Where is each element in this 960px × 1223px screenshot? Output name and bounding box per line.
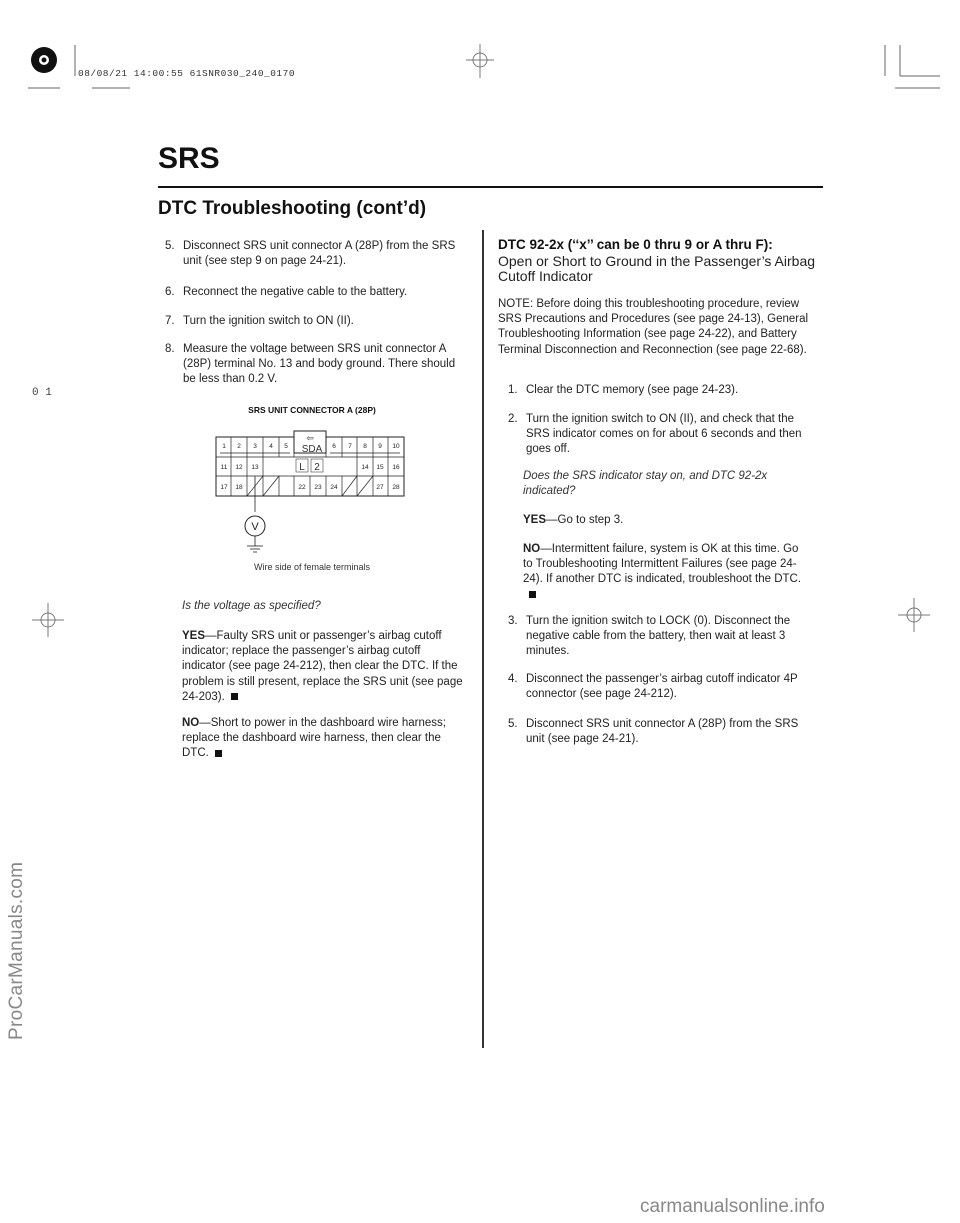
left-no-block: NO—Short to power in the dashboard wire harness; replace the dashboard wire harness, then clear the DTC.: [182, 717, 446, 760]
left-step-5: [165, 239, 465, 269]
step-text: Disconnect SRS unit connector A (28P) from the SRS unit (see step 9 on page 24-21).: [183, 240, 456, 268]
yes-label: YES: [523, 514, 547, 526]
step-text: Measure the voltage between SRS unit connector A (28P) terminal No. 13 and body ground. There should be less than 0.2 V.: [183, 343, 456, 386]
header-rule: [158, 186, 823, 188]
bottom-watermark: carmanualsonline.info: [640, 1196, 825, 1217]
step-number: 4.: [508, 673, 518, 685]
page-tag: 0 1: [32, 387, 52, 399]
right-step-3: [508, 614, 808, 660]
left-yes-block: YES—Faulty SRS unit or passenger’s airbag cutoff indicator; replace the passenger’s airbag cutoff indicator (see page 24-212), then clear the DTC. If the problem is still present, replace the SRS unit (see page 24-203).: [182, 630, 463, 703]
end-mark-icon: [231, 693, 238, 700]
right-step-2: [508, 412, 808, 458]
terminal-number: 6: [332, 443, 336, 450]
terminal-number: 24: [330, 484, 338, 491]
step-text: Turn the ignition switch to ON (II), and check that the SRS indicator comes on for about 6 seconds and then goes off.: [526, 413, 802, 456]
right-question: Does the SRS indicator stay on, and DTC 92-2x indicated?: [523, 470, 768, 497]
terminal-number: 14: [361, 464, 369, 471]
step-number: 3.: [508, 615, 518, 627]
terminal-number: 11: [220, 464, 228, 471]
page-subtitle: DTC Troubleshooting (cont’d): [158, 198, 427, 219]
left-step-8: [165, 342, 465, 388]
terminal-number: 18: [235, 484, 243, 491]
left-step-6: [165, 285, 465, 300]
right-step-5: [508, 717, 808, 747]
diagram-caption: Wire side of female terminals: [253, 562, 371, 572]
yes-text: Faulty SRS unit or passenger’s airbag cutoff indicator; replace the passenger’s airbag cutoff indicator (see page 24-212), then clear the DTC. If the problem is still present, replace the SRS unit (see page 24-203).: [182, 630, 463, 703]
terminal-number: 8: [363, 443, 367, 450]
ground-icon: [247, 546, 263, 552]
right-step-1: [508, 383, 808, 398]
step-text: Disconnect the passenger’s airbag cutoff indicator 4P connector (see page 24-212).: [526, 673, 798, 701]
two-label: 2: [314, 462, 320, 473]
terminal-number: 27: [376, 484, 384, 491]
right-yes-block: YES—Go to step 3.: [523, 514, 624, 526]
left-question: Is the voltage as specified?: [182, 600, 321, 612]
terminal-number: 10: [392, 443, 400, 450]
step-number: 6.: [165, 286, 175, 298]
side-watermark: ProCarManuals.com: [6, 861, 27, 1040]
step-text: Turn the ignition switch to ON (II).: [183, 315, 354, 327]
print-stamp: 08/08/21 14:00:55 61SNR030_240_0170: [78, 68, 296, 79]
yes-label: YES: [182, 630, 206, 642]
terminal-number: 16: [392, 464, 400, 471]
svg-text:V: V: [251, 521, 259, 533]
no-label: NO: [182, 717, 200, 729]
step-text: Disconnect SRS unit connector A (28P) from the SRS unit (see page 24-21).: [526, 718, 799, 746]
step-number: 2.: [508, 413, 518, 425]
terminal-number: 22: [298, 484, 306, 491]
step-text: Turn the ignition switch to LOCK (0). Disconnect the negative cable from the battery, then wait at least 3 minutes.: [526, 615, 791, 658]
step-text: Clear the DTC memory (see page 24-23).: [526, 384, 739, 396]
dtc-subtitle: Open or Short to Ground in the Passenger’s Airbag Cutoff Indicator: [498, 253, 816, 284]
right-step-4: [508, 672, 808, 702]
section-title: SRS: [158, 142, 220, 175]
step-number: 5.: [165, 240, 175, 252]
terminal-number: 1: [222, 443, 226, 450]
terminal-number: 23: [314, 484, 322, 491]
yes-text: Go to step 3.: [557, 514, 624, 526]
no-label: NO: [523, 543, 541, 555]
terminal-number: 7: [348, 443, 352, 450]
l-label: L: [299, 462, 305, 473]
step-number: 8.: [165, 343, 175, 355]
step-number: 1.: [508, 384, 518, 396]
lock-tab-icon: ⇦: [306, 433, 314, 443]
no-text: Intermittent failure, system is OK at this time. Go to Troubleshooting Intermittent Failures (see page 24-24). If another DTC is indicated, troubleshoot the DTC.: [523, 543, 802, 586]
diagram-title: SRS UNIT CONNECTOR A (28P): [248, 405, 376, 415]
terminal-number: 2: [237, 443, 241, 450]
terminal-number: 28: [392, 484, 400, 491]
terminal-number: 17: [220, 484, 228, 491]
column-divider: [482, 230, 484, 1048]
dtc-title: DTC 92-2x (‘‘x’’ can be 0 thru 9 or A thru F):: [498, 237, 773, 252]
note-text: NOTE: Before doing this troubleshooting procedure, review SRS Precautions and Procedures (see page 24-13), General Troubleshooting Information (see page 24-22), and Battery Terminal Disconnection and Reconnection (see page 22-68).: [498, 298, 809, 356]
connector-diagram-graphic: [190, 400, 440, 580]
step-number: 7.: [165, 315, 175, 327]
terminal-number: 15: [376, 464, 384, 471]
step-number: 5.: [508, 718, 518, 730]
terminal-number: 5: [284, 443, 288, 450]
step-text: Reconnect the negative cable to the battery.: [183, 286, 408, 298]
terminal-number: 13: [251, 464, 259, 471]
end-mark-icon: [215, 750, 222, 757]
terminal-number: 9: [378, 443, 382, 450]
connector-diagram: [190, 400, 440, 580]
no-text: Short to power in the dashboard wire harness; replace the dashboard wire harness, then clear the DTC.: [182, 717, 446, 760]
terminal-number: 3: [253, 443, 257, 450]
sda-label: SDA: [301, 444, 323, 455]
right-no-block: NO—Intermittent failure, system is OK at this time. Go to Troubleshooting Intermittent Failures (see page 24-24). If another DTC is indicated, troubleshoot the DTC.: [523, 542, 808, 603]
end-mark-icon: [529, 591, 536, 598]
terminal-number: 4: [269, 443, 273, 450]
terminal-number: 12: [235, 464, 243, 471]
left-step-7: [165, 314, 465, 329]
